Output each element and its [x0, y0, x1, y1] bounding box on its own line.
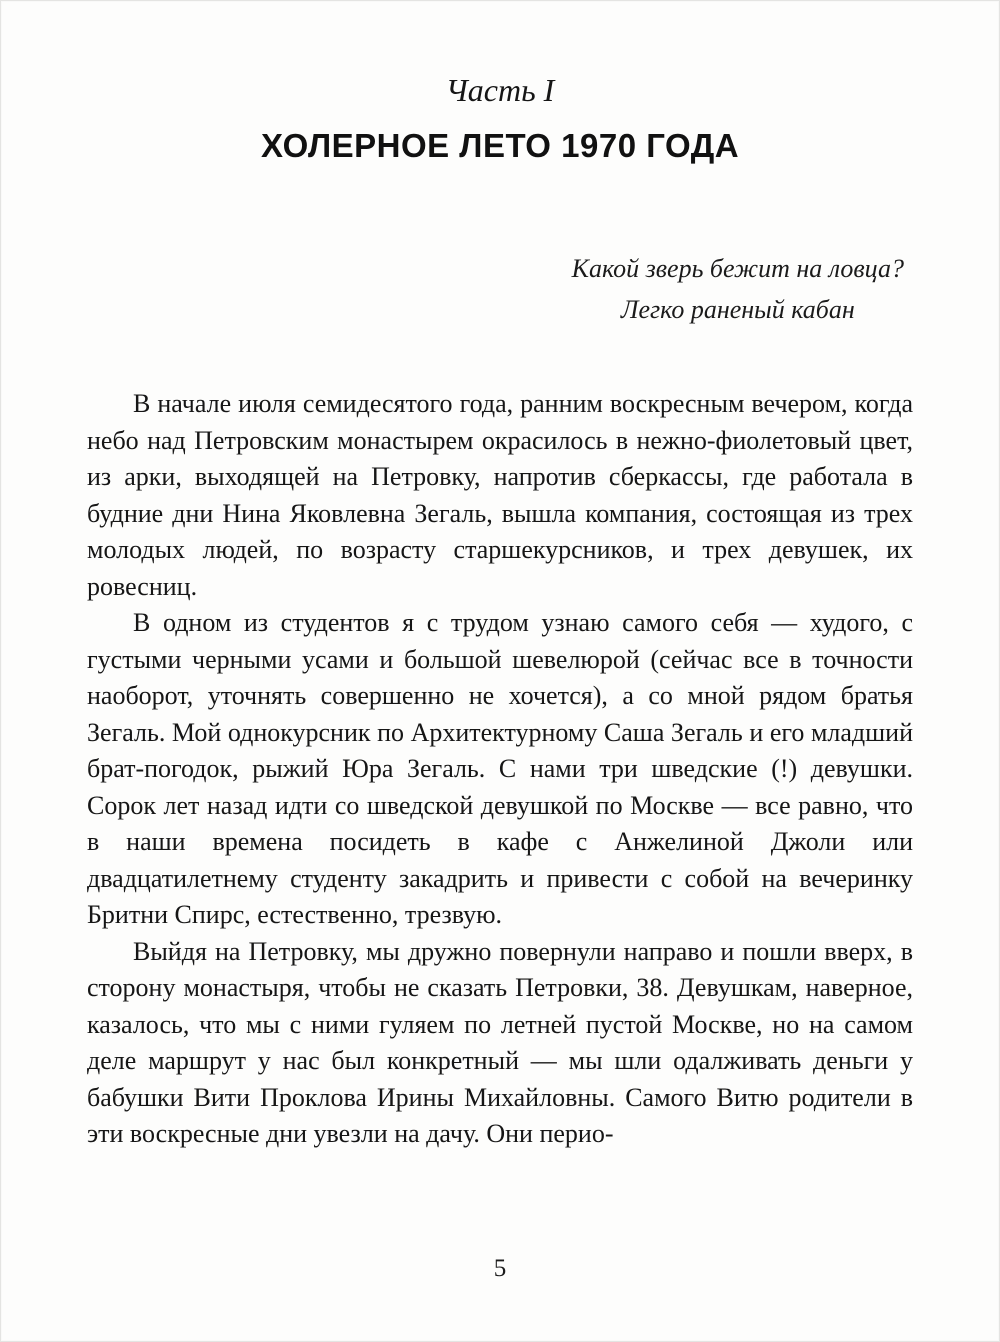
body-text [87, 386, 913, 1153]
epigraph-line-1: Какой зверь бежит на ловца? [571, 254, 904, 284]
page-number: 5 [493, 1255, 507, 1282]
part-label: Часть I [445, 72, 555, 108]
chapter-title: ХОЛЕРНОЕ ЛЕТО 1970 ГОДА [260, 127, 740, 165]
paragraph: В одном из студентов я с трудом узнаю самого себя — худого, с густыми черными усами и большой шевелюрой (сейчас все в точности наоборот, уточнять совершенно не хочется), а со мной рядом братья Зегаль. Мой однокурсник по Архитектурному Саша Зегаль и его младший брат-погодок, рыжий Юра Зегаль. С нами три шведские (!) девушки. Сорок лет назад идти со шведской девушкой по Москве — все равно, что в наши времена посидеть в кафе с Анжелиной Джоли или двадцатилетнему студенту закадрить и привести с собой на вечеринку Бритни Спирс, естественно, трезвую. [87, 608, 913, 930]
paragraph: В начале июля семидесятого года, ранним воскресным вечером, когда небо над Петровским монастырем окрасилось в нежно-фиолетовый цвет, из арки, выходящей на Петровку, напротив сберкассы, где работала в будние дни Нина Яковлевна Зегаль, вышла компания, состоящая из трех молодых людей, по возрасту старшекурсников, и трех девушек, их ровесниц. [87, 389, 913, 601]
epigraph [572, 248, 904, 330]
epigraph-line-2: Легко раненый кабан [620, 295, 855, 325]
paragraph: Выйдя на Петровку, мы дружно повернули направо и пошли вверх, в сторону монастыря, чтобы не сказать Петровки, 38. Девушкам, наверное, казалось, что мы с ними гуляем по летней пустой Москве, но на самом деле маршрут у нас был конкретный — мы шли одалживать деньги у бабушки Вити Проклова Ирины Михайловны. Самого Витю родители в эти воскресные дни увезли на дачу. Они перио- [87, 936, 913, 1149]
